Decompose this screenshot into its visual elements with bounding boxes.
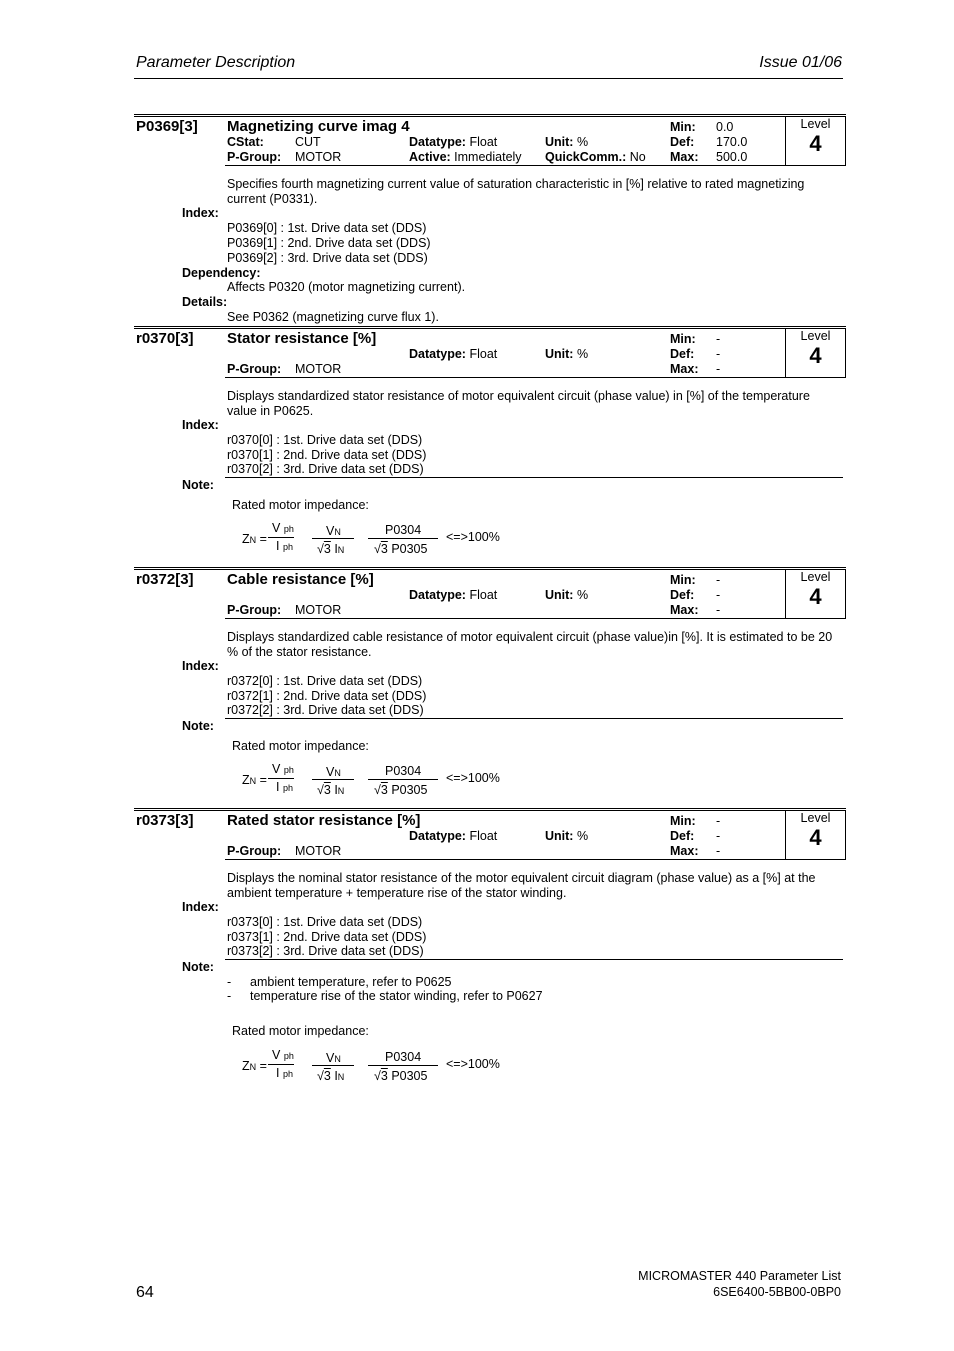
level-number: 4 [809, 343, 822, 368]
formula-p0304: P0304 [385, 764, 422, 778]
note-text: Rated motor impedance: [232, 739, 369, 753]
fraction-bar [368, 779, 438, 780]
unit-label: Unit: [545, 588, 574, 602]
parameter-name: Cable resistance [%] [227, 571, 374, 588]
formula-p0304: P0304 [385, 523, 422, 537]
min-label: Min: [670, 332, 696, 346]
footer-product: MICROMASTER 440 Parameter List [638, 1269, 841, 1283]
parameter-block-r0370 [134, 326, 846, 562]
level-label: Level [800, 117, 831, 131]
formula-vn: VN [326, 765, 341, 779]
level-box [785, 328, 846, 378]
max-value: 500.0 [716, 150, 748, 164]
note-text: Rated motor impedance: [232, 498, 369, 512]
def-value: 170.0 [716, 135, 748, 149]
formula-vph: V ph [272, 762, 294, 776]
formula-root3-p0305: √3 P0305 [374, 1069, 428, 1083]
formula-root3-p0305: √3 P0305 [374, 542, 428, 556]
index-label: Index: [182, 659, 219, 673]
quickcomm-label: QuickComm.: [545, 150, 627, 164]
top-rule [134, 326, 846, 327]
datatype-label: Datatype: [409, 347, 466, 361]
level-box [785, 569, 846, 619]
unit-field [545, 135, 588, 149]
unit-label: Unit: [545, 347, 574, 361]
max-label: Max: [670, 150, 699, 164]
pgroup-value: MOTOR [295, 844, 342, 858]
top-rule [134, 114, 846, 115]
max-value: - [716, 603, 721, 617]
formula-p0304: P0304 [385, 1050, 422, 1064]
min-label: Min: [670, 814, 696, 828]
parameter-id: P0369[3] [136, 118, 198, 135]
index-item: r0370[2] : 3rd. Drive data set (DDS) [227, 462, 424, 476]
formula-iph: I ph [276, 1066, 293, 1080]
datatype-label: Datatype: [409, 588, 466, 602]
note-bullet: - [227, 975, 232, 989]
header-underline [225, 165, 786, 166]
datatype-value: Float [469, 588, 498, 602]
fraction-bar [268, 537, 294, 538]
datatype-field [409, 135, 497, 149]
header-underline [225, 377, 786, 378]
pgroup-label: P-Group: [227, 844, 282, 858]
formula-tail: <=>100% [446, 1057, 500, 1071]
fraction-bar [368, 1065, 438, 1066]
pgroup-label: P-Group: [227, 362, 282, 376]
parameter-name: Rated stator resistance [%] [227, 812, 421, 829]
parameter-id: r0370[3] [136, 330, 194, 347]
cstat-label: CStat: [227, 135, 264, 149]
note-item: ambient temperature, refer to P0625 [250, 975, 452, 989]
pgroup-label: P-Group: [227, 150, 282, 164]
unit-value: % [576, 135, 589, 149]
formula-zn: ZN = [242, 1059, 267, 1073]
datatype-label: Datatype: [409, 829, 466, 843]
note-divider [225, 959, 843, 960]
pgroup-value: MOTOR [295, 603, 342, 617]
max-value: - [716, 362, 721, 376]
note-divider [225, 718, 843, 719]
quickcomm-field [545, 150, 646, 164]
fraction-bar [268, 1064, 294, 1065]
index-item: r0373[1] : 2nd. Drive data set (DDS) [227, 930, 427, 944]
def-value: - [716, 829, 721, 843]
top-rule [134, 567, 846, 568]
min-value: - [716, 814, 721, 828]
dependency-label: Dependency: [182, 266, 261, 280]
note-label: Note: [182, 960, 214, 974]
max-label: Max: [670, 844, 699, 858]
index-label: Index: [182, 418, 219, 432]
min-value: - [716, 332, 721, 346]
quickcomm-value: No [629, 150, 646, 164]
index-item: P0369[1] : 2nd. Drive data set (DDS) [227, 236, 431, 250]
def-value: - [716, 347, 721, 361]
datatype-field [409, 347, 497, 361]
formula-vph: V ph [272, 521, 294, 535]
def-label: Def: [670, 829, 695, 843]
index-item: r0370[1] : 2nd. Drive data set (DDS) [227, 448, 427, 462]
max-label: Max: [670, 603, 699, 617]
index-item: r0372[1] : 2nd. Drive data set (DDS) [227, 689, 427, 703]
impedance-formula [232, 1048, 532, 1108]
page-header-title: Parameter Description [136, 54, 296, 71]
index-item: r0372[0] : 1st. Drive data set (DDS) [227, 674, 423, 688]
level-label: Level [800, 329, 831, 343]
def-value: - [716, 588, 721, 602]
header-underline [225, 859, 786, 860]
formula-iph: I ph [276, 780, 293, 794]
note-item: temperature rise of the stator winding, refer to P0627 [250, 989, 543, 1003]
note-label: Note: [182, 719, 214, 733]
unit-label: Unit: [545, 829, 574, 843]
formula-vph: V ph [272, 1048, 294, 1062]
formula-root3-in: √3 IN [317, 783, 345, 797]
datatype-value: Float [469, 347, 498, 361]
pgroup-value: MOTOR [295, 150, 342, 164]
fraction-bar [368, 538, 438, 539]
index-item: r0370[0] : 1st. Drive data set (DDS) [227, 433, 423, 447]
parameter-block-r0373 [134, 808, 846, 1098]
formula-root3-in: √3 IN [317, 542, 345, 556]
parameter-block-r0372 [134, 567, 846, 803]
index-item: r0372[2] : 3rd. Drive data set (DDS) [227, 703, 424, 717]
fraction-bar [312, 1065, 354, 1066]
parameter-name: Stator resistance [%] [227, 330, 377, 347]
min-label: Min: [670, 120, 696, 134]
level-label: Level [800, 570, 831, 584]
unit-field [545, 347, 588, 361]
min-value: 0.0 [716, 120, 734, 134]
datatype-field [409, 829, 497, 843]
max-label: Max: [670, 362, 699, 376]
unit-field [545, 588, 588, 602]
note-bullet: - [227, 989, 232, 1003]
index-label: Index: [182, 206, 219, 220]
fraction-bar [312, 779, 354, 780]
level-label: Level [800, 811, 831, 825]
parameter-description: Displays the nominal stator resistance of the motor equivalent circuit diagram (phase value) as a [%] at the ambient temperature + temperature rise of the stator winding. [227, 871, 816, 900]
parameter-description: Displays standardized cable resistance of motor equivalent circuit (phase value)in [%]. It is estimated to be 20 % of the stator resistance. [227, 630, 833, 659]
min-value: - [716, 573, 721, 587]
header-underline [225, 618, 786, 619]
min-label: Min: [670, 573, 696, 587]
top-rule-double [134, 810, 846, 811]
def-label: Def: [670, 135, 695, 149]
formula-zn: ZN = [242, 773, 267, 787]
formula-tail: <=>100% [446, 530, 500, 544]
level-box [785, 810, 846, 860]
def-label: Def: [670, 347, 695, 361]
index-item: P0369[2] : 3rd. Drive data set (DDS) [227, 251, 428, 265]
unit-value: % [576, 347, 589, 361]
formula-iph: I ph [276, 539, 293, 553]
header-divider [134, 78, 843, 79]
unit-field [545, 829, 588, 843]
formula-vn: VN [326, 524, 341, 538]
top-rule [134, 808, 846, 809]
top-rule-double [134, 116, 846, 117]
level-number: 4 [809, 584, 822, 609]
fraction-bar [312, 538, 354, 539]
dependency-text: Affects P0320 (motor magnetizing current). [227, 280, 466, 294]
top-rule-double [134, 328, 846, 329]
datatype-value: Float [469, 829, 498, 843]
datatype-label: Datatype: [409, 135, 466, 149]
parameter-id: r0373[3] [136, 812, 194, 829]
formula-tail: <=>100% [446, 771, 500, 785]
index-label: Index: [182, 900, 219, 914]
level-box [785, 116, 846, 166]
parameter-description: Specifies fourth magnetizing current value of saturation characteristic in [%] relative to rated magnetizing current (P0331). [227, 177, 805, 206]
active-field [409, 150, 522, 164]
pgroup-value: MOTOR [295, 362, 342, 376]
note-label: Note: [182, 478, 214, 492]
parameter-id: r0372[3] [136, 571, 194, 588]
pgroup-label: P-Group: [227, 603, 282, 617]
formula-zn: ZN = [242, 532, 267, 546]
fraction-bar [268, 778, 294, 779]
datatype-field [409, 588, 497, 602]
unit-value: % [576, 588, 589, 602]
note-text: Rated motor impedance: [232, 1024, 369, 1038]
max-value: - [716, 844, 721, 858]
parameter-description: Displays standardized stator resistance of motor equivalent circuit (phase value) in [%] of the temperature value in P0625. [227, 389, 810, 418]
unit-value: % [576, 829, 589, 843]
page-number: 64 [136, 1284, 154, 1301]
note-divider [225, 477, 843, 478]
def-label: Def: [670, 588, 695, 602]
formula-root3-in: √3 IN [317, 1069, 345, 1083]
footer-order-number: 6SE6400-5BB00-0BP0 [713, 1285, 841, 1299]
parameter-block-p0369 [134, 114, 846, 324]
cstat-value: CUT [295, 135, 321, 149]
details-text: See P0362 (magnetizing curve flux 1). [227, 310, 439, 324]
level-number: 4 [809, 131, 822, 156]
index-item: r0373[0] : 1st. Drive data set (DDS) [227, 915, 423, 929]
unit-label: Unit: [545, 135, 574, 149]
parameter-name: Magnetizing curve imag 4 [227, 118, 410, 135]
datatype-value: Float [469, 135, 498, 149]
level-number: 4 [809, 825, 822, 850]
formula-vn: VN [326, 1051, 341, 1065]
formula-root3-p0305: √3 P0305 [374, 783, 428, 797]
page-header-issue: Issue 01/06 [759, 54, 842, 71]
details-label: Details: [182, 295, 228, 309]
active-value: Immediately [454, 150, 522, 164]
index-item: r0373[2] : 3rd. Drive data set (DDS) [227, 944, 424, 958]
index-item: P0369[0] : 1st. Drive data set (DDS) [227, 221, 427, 235]
top-rule-double [134, 569, 846, 570]
active-label: Active: [409, 150, 451, 164]
